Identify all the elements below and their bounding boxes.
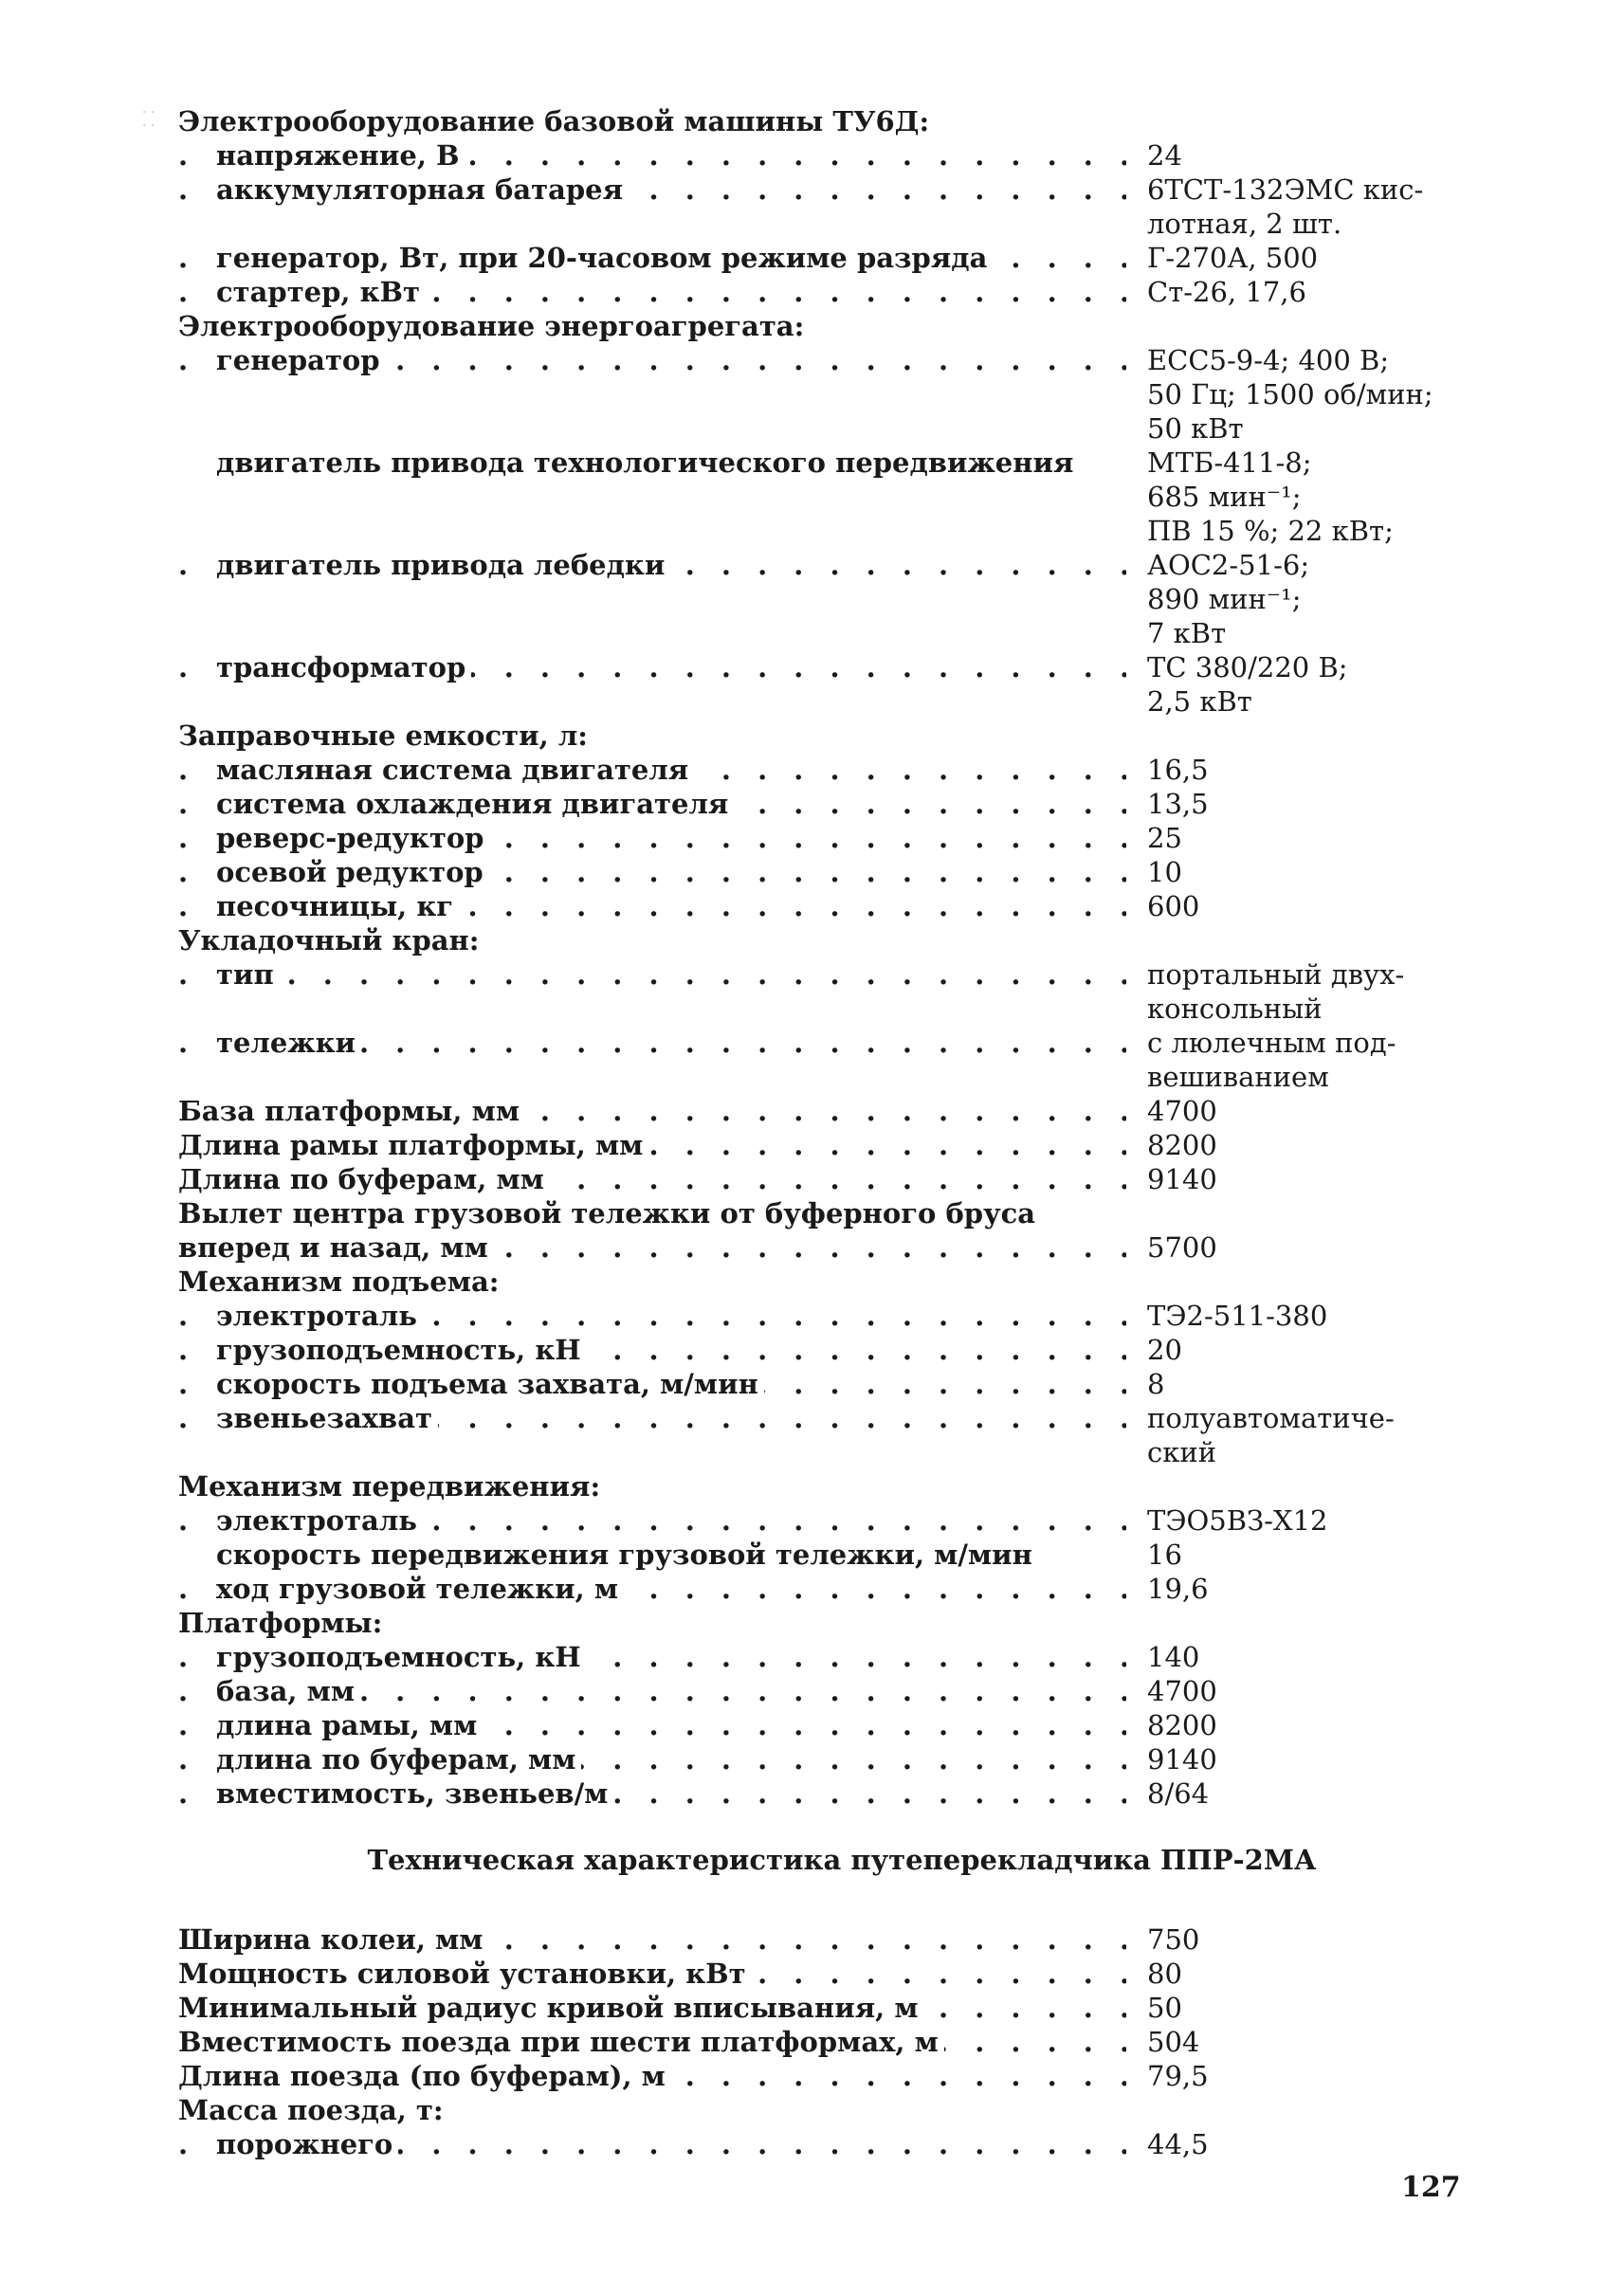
spec-label-text: осевой редуктор bbox=[216, 856, 489, 888]
spec-value: 80 bbox=[1147, 1958, 1182, 1990]
spec-label-text: Электрооборудование базовой машины ТУ6Д: bbox=[178, 105, 935, 137]
spec-row bbox=[178, 241, 1505, 275]
spec-label bbox=[178, 1230, 1126, 1265]
spec-label-text: Длина поезда (по буферам), м bbox=[178, 2060, 671, 2092]
spec-row bbox=[178, 1094, 1505, 1128]
spec-value: МТБ-411-8; 685 мин⁻¹; ПВ 15 %; 22 кВт; bbox=[1147, 446, 1394, 547]
spec-value: 20 bbox=[1147, 1334, 1182, 1366]
spec-value: ЕСС5-9-4; 400 В; 50 Гц; 1500 об/мин; 50 кВт bbox=[1147, 344, 1433, 445]
spec-group-heading bbox=[178, 309, 1505, 343]
spec-row bbox=[178, 1640, 1505, 1674]
spec-row bbox=[178, 1026, 1505, 1094]
spec-label bbox=[178, 173, 1126, 207]
spec-label bbox=[178, 1469, 1126, 1503]
spec-value: портальный двух- консольный bbox=[1147, 958, 1405, 1025]
spec-value: 600 bbox=[1147, 890, 1200, 922]
equipment-spec-list bbox=[178, 104, 1505, 1811]
spec-value: 9140 bbox=[1147, 1163, 1217, 1195]
spec-label bbox=[178, 787, 1126, 821]
spec-label bbox=[178, 650, 1126, 684]
spec-row bbox=[178, 548, 1505, 650]
spec-label bbox=[178, 1572, 1126, 1606]
spec-label bbox=[178, 2093, 1126, 2127]
spec-row bbox=[178, 138, 1505, 173]
spec-label-text: Вылет центра грузовой тележки от буферного бруса bbox=[178, 1197, 1041, 1229]
spec-row bbox=[178, 957, 1505, 1026]
spec-row bbox=[178, 2025, 1505, 2059]
margin-scan-mark: · · · · bbox=[142, 105, 155, 134]
spec-group-heading bbox=[178, 104, 1505, 138]
spec-row bbox=[178, 787, 1505, 821]
spec-label-text: тип bbox=[216, 958, 280, 991]
spec-label-text: Длина по буферам, мм bbox=[178, 1163, 550, 1195]
ppr-2ma-spec-list bbox=[178, 1922, 1505, 2161]
spec-value: 140 bbox=[1147, 1641, 1200, 1673]
spec-group-heading bbox=[178, 2093, 1505, 2127]
spec-label bbox=[178, 275, 1126, 309]
spec-label bbox=[178, 309, 1126, 343]
spec-label bbox=[178, 2127, 1126, 2161]
spec-value: с люлечным под- вешиванием bbox=[1147, 1027, 1396, 1093]
spec-label-text: Механизм передвижения: bbox=[178, 1470, 606, 1503]
spec-value: 4700 bbox=[1147, 1675, 1217, 1707]
page-number: 127 bbox=[1401, 2171, 1461, 2204]
spec-label bbox=[178, 821, 1126, 855]
spec-label-text: тележки bbox=[216, 1027, 361, 1059]
spec-label-text: Ширина колеи, мм bbox=[178, 1923, 488, 1956]
spec-row bbox=[178, 1776, 1505, 1811]
spec-row bbox=[178, 1572, 1505, 1606]
spec-label bbox=[178, 923, 1126, 957]
spec-label bbox=[178, 104, 1126, 138]
spec-value: 10 bbox=[1147, 856, 1182, 888]
spec-content bbox=[178, 104, 1505, 2160]
spec-row bbox=[178, 1922, 1505, 1957]
spec-group-heading bbox=[178, 1606, 1505, 1640]
spec-label-text: длина рамы, мм bbox=[216, 1709, 483, 1741]
spec-row bbox=[178, 1991, 1505, 2025]
spec-value: 5700 bbox=[1147, 1231, 1217, 1264]
spec-row bbox=[178, 1333, 1505, 1367]
spec-label-text: Мощность силовой установки, кВт bbox=[178, 1958, 752, 1990]
spec-group-heading bbox=[178, 1196, 1505, 1230]
spec-value: 8/64 bbox=[1147, 1777, 1210, 1810]
spec-value: 19,6 bbox=[1147, 1573, 1209, 1605]
spec-label-text: электроталь bbox=[216, 1504, 423, 1537]
spec-label-text: аккумуляторная батарея bbox=[216, 173, 629, 206]
spec-label-text: масляная система двигателя bbox=[216, 754, 694, 786]
spec-value: ТЭ2-511-380 bbox=[1147, 1300, 1328, 1332]
spec-label-text: Длина рамы платформы, мм bbox=[178, 1129, 648, 1161]
spec-label bbox=[178, 1196, 1126, 1230]
spec-label-text: Платформы: bbox=[178, 1607, 388, 1639]
spec-value: 504 bbox=[1147, 2026, 1200, 2058]
spec-label-text: электроталь bbox=[216, 1300, 423, 1332]
spec-label bbox=[178, 2059, 1126, 2093]
spec-label bbox=[178, 1991, 1126, 2025]
spec-label bbox=[178, 548, 1126, 582]
spec-value: 50 bbox=[1147, 1992, 1182, 2024]
spec-label bbox=[178, 446, 1126, 480]
spec-value: ТЭО5ВЗ-Х12 bbox=[1147, 1504, 1328, 1537]
spec-label-text: порожнего bbox=[216, 2128, 398, 2160]
spec-label-text: генератор bbox=[216, 344, 386, 376]
spec-row bbox=[178, 275, 1505, 309]
spec-label-text: скорость подъема захвата, м/мин bbox=[216, 1368, 764, 1400]
spec-label bbox=[178, 1401, 1126, 1435]
spec-label-text: напряжение, В bbox=[216, 139, 465, 172]
spec-value: 79,5 bbox=[1147, 2060, 1209, 2092]
spec-label-text: длина по буферам, мм bbox=[216, 1743, 581, 1776]
spec-label-text: двигатель привода технологического передвижения bbox=[216, 446, 1079, 479]
spec-label bbox=[178, 1162, 1126, 1196]
spec-label-text: вперед и назад, мм bbox=[178, 1231, 494, 1264]
spec-row bbox=[178, 1503, 1505, 1538]
spec-label-text: система охлаждения двигателя bbox=[216, 788, 734, 820]
spec-row bbox=[178, 1674, 1505, 1708]
spec-label-text: трансформатор bbox=[216, 651, 471, 683]
spec-label bbox=[178, 855, 1126, 889]
spec-value: 8 bbox=[1147, 1368, 1165, 1400]
spec-group-heading bbox=[178, 1265, 1505, 1299]
spec-value: 8200 bbox=[1147, 1709, 1217, 1741]
spec-value: 8200 bbox=[1147, 1129, 1217, 1161]
spec-value: 750 bbox=[1147, 1923, 1200, 1956]
spec-label bbox=[178, 1094, 1126, 1128]
spec-value: полуавтоматиче- ский bbox=[1147, 1402, 1395, 1468]
spec-label bbox=[178, 1742, 1126, 1776]
spec-label-text: песочницы, кг bbox=[216, 890, 459, 922]
spec-label bbox=[178, 343, 1126, 377]
spec-row bbox=[178, 753, 1505, 787]
spec-row bbox=[178, 1230, 1505, 1265]
spec-value: ТС 380/220 В; 2,5 кВт bbox=[1147, 651, 1348, 718]
spec-row bbox=[178, 1162, 1505, 1196]
spec-label bbox=[178, 1026, 1126, 1060]
spec-label-text: Вместимость поезда при шести платформах, м bbox=[178, 2026, 944, 2058]
spec-label-text: Масса поезда, т: bbox=[178, 2094, 449, 2126]
spec-label-text: вместимость, звеньев/м bbox=[216, 1777, 613, 1810]
spec-label bbox=[178, 1333, 1126, 1367]
spec-label-text: скорость передвижения грузовой тележки, м/мин bbox=[216, 1539, 1038, 1571]
spec-label-text: двигатель привода лебедки bbox=[216, 549, 670, 581]
spec-label-text: генератор, Вт, при 20-часовом режиме разряда bbox=[216, 242, 993, 274]
spec-label bbox=[178, 1128, 1126, 1162]
spec-label bbox=[178, 1299, 1126, 1333]
spec-label bbox=[178, 1640, 1126, 1674]
spec-label bbox=[178, 2025, 1126, 2059]
spec-label-text: ход грузовой тележки, м bbox=[216, 1573, 624, 1605]
spec-value: 16 bbox=[1147, 1539, 1182, 1571]
spec-value: Ст-26, 17,6 bbox=[1147, 276, 1306, 308]
spec-label bbox=[178, 753, 1126, 787]
spec-row bbox=[178, 343, 1505, 446]
spec-label-text: грузоподъемность, кН bbox=[216, 1334, 587, 1366]
spec-row bbox=[178, 1957, 1505, 1991]
spec-value: 4700 bbox=[1147, 1095, 1217, 1127]
spec-label bbox=[178, 1922, 1126, 1957]
spec-label-text: стартер, кВт bbox=[216, 276, 426, 308]
spec-row bbox=[178, 2127, 1505, 2161]
spec-row bbox=[178, 173, 1505, 241]
section-title-ppr-2ma: Техническая характеристика путеперекладчика ППР-2МА bbox=[367, 1844, 1317, 1876]
spec-label bbox=[178, 1606, 1126, 1640]
spec-label bbox=[178, 957, 1126, 992]
spec-row bbox=[178, 650, 1505, 719]
spec-row bbox=[178, 446, 1505, 548]
spec-label-text: Минимальный радиус кривой вписывания, м bbox=[178, 1992, 924, 2024]
spec-value: Г-270А, 500 bbox=[1147, 242, 1319, 274]
spec-label bbox=[178, 1957, 1126, 1991]
spec-label-text: грузоподъемность, кН bbox=[216, 1641, 587, 1673]
spec-row bbox=[178, 889, 1505, 923]
spec-label bbox=[178, 1776, 1126, 1811]
spec-group-heading bbox=[178, 1469, 1505, 1503]
spec-row bbox=[178, 1401, 1505, 1469]
spec-row bbox=[178, 1299, 1505, 1333]
spec-value: 13,5 bbox=[1147, 788, 1209, 820]
spec-label bbox=[178, 1265, 1126, 1299]
spec-label-text: Механизм подъема: bbox=[178, 1266, 504, 1298]
spec-label-text: реверс-редуктор bbox=[216, 822, 489, 854]
spec-label bbox=[178, 1708, 1126, 1742]
spec-label-text: Электрооборудование энергоагрегата: bbox=[178, 310, 810, 342]
spec-value: 16,5 bbox=[1147, 754, 1209, 786]
spec-label-text: Укладочный кран: bbox=[178, 924, 484, 956]
spec-label bbox=[178, 1674, 1126, 1708]
spec-value: АОС2-51-6; 890 мин⁻¹; 7 кВт bbox=[1147, 549, 1310, 649]
spec-value: 9140 bbox=[1147, 1743, 1217, 1776]
spec-label bbox=[178, 1538, 1126, 1572]
spec-group-heading bbox=[178, 719, 1505, 753]
spec-value: 24 bbox=[1147, 139, 1182, 172]
spec-label bbox=[178, 241, 1126, 275]
spec-label bbox=[178, 1367, 1126, 1401]
spec-label bbox=[178, 889, 1126, 923]
spec-row bbox=[178, 1128, 1505, 1162]
spec-row bbox=[178, 1708, 1505, 1742]
spec-row bbox=[178, 1367, 1505, 1401]
spec-row bbox=[178, 1742, 1505, 1776]
spec-row bbox=[178, 855, 1505, 889]
spec-label bbox=[178, 138, 1126, 173]
spec-row bbox=[178, 821, 1505, 855]
spec-value: 6ТСТ-132ЭМС кис- лотная, 2 шт. bbox=[1147, 173, 1424, 240]
spec-row bbox=[178, 1538, 1505, 1572]
spec-label-text: База платформы, мм bbox=[178, 1095, 525, 1127]
spec-label-text: Заправочные емкости, л: bbox=[178, 719, 593, 752]
spec-label-text: звеньезахват bbox=[216, 1402, 438, 1434]
spec-label bbox=[178, 719, 1126, 753]
spec-row bbox=[178, 2059, 1505, 2093]
spec-value: 44,5 bbox=[1147, 2128, 1209, 2160]
spec-group-heading bbox=[178, 923, 1505, 957]
spec-label-text: база, мм bbox=[216, 1675, 360, 1707]
spec-label bbox=[178, 1503, 1126, 1538]
spec-value: 25 bbox=[1147, 822, 1182, 854]
